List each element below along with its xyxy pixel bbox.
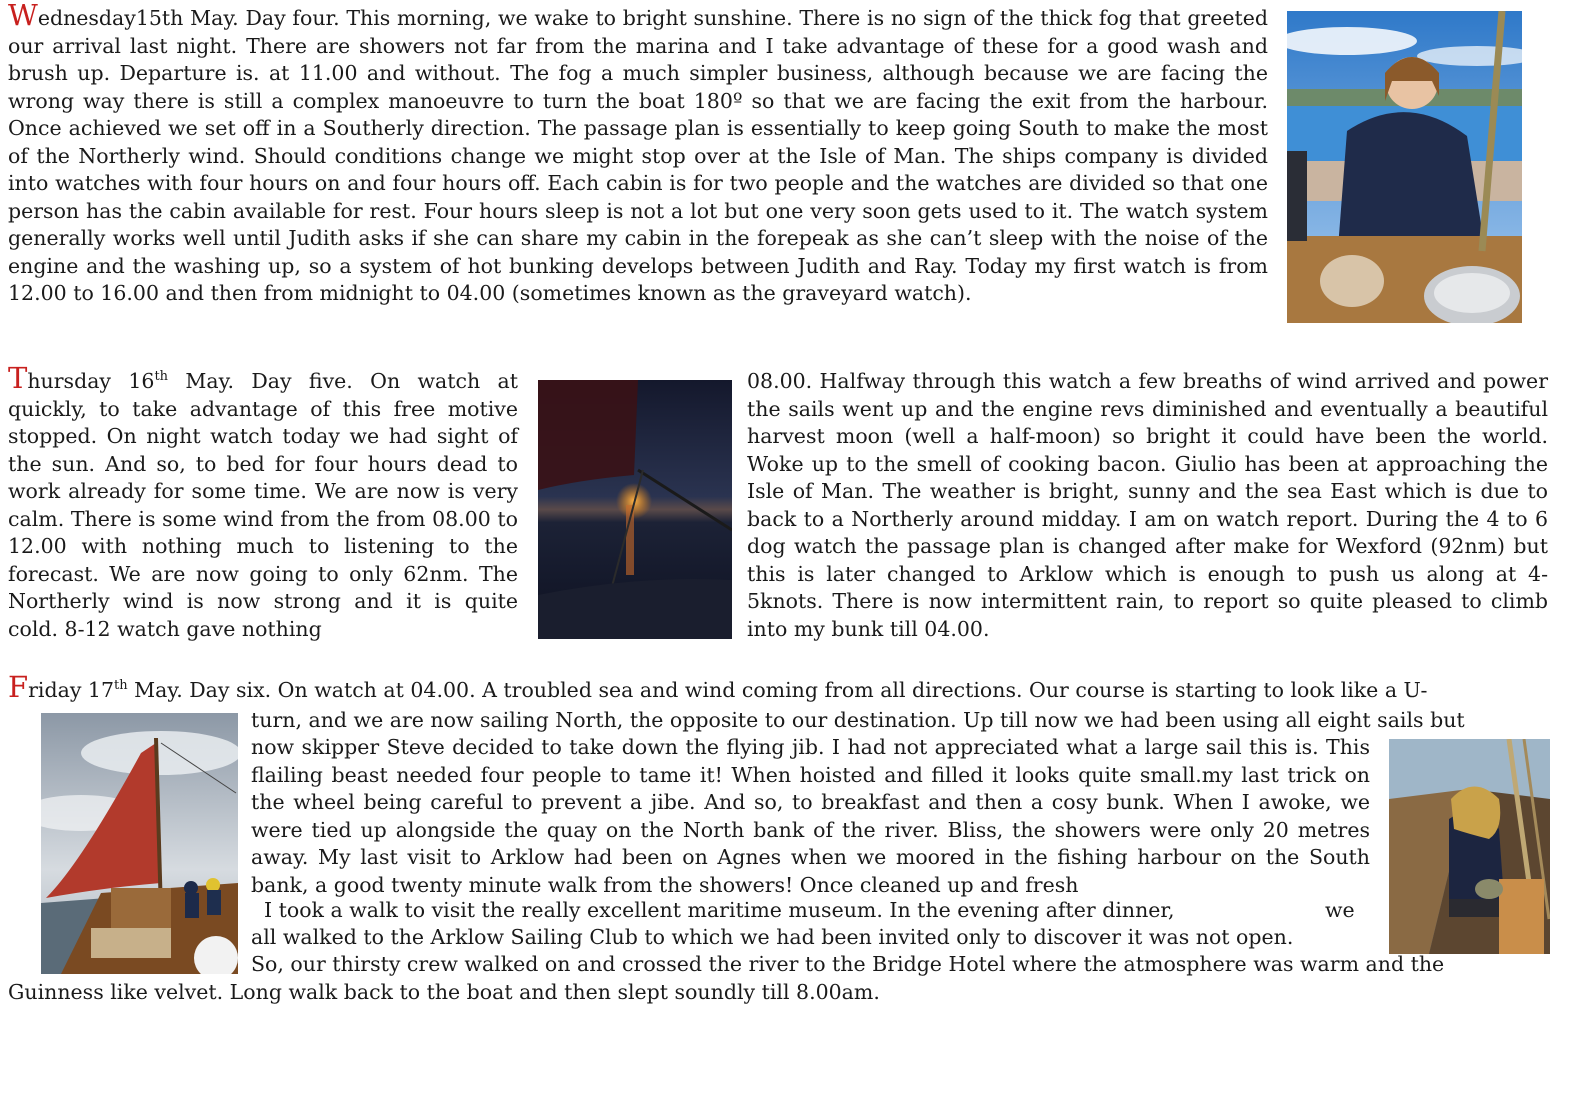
day4-paragraph <box>8 0 1268 308</box>
photo-sunset-sail <box>538 380 732 639</box>
photo-woman-kneading-dough <box>1287 11 1522 323</box>
day6-line-1-text: May. Day six. On watch at 04.00. A troubled sea and wind coming from all directions. Our course is starting to look like a U- <box>127 678 1428 702</box>
drop-cap-f: F <box>8 670 29 704</box>
day6-line-crew <box>251 951 1548 979</box>
day6-line-last-text: Guinness like velvet. Long walk back to the boat and then slept soundly till 8.00am. <box>8 980 880 1004</box>
day6-superscript: th <box>114 678 128 694</box>
day6-line-2-text: turn, and we are now sailing North, the opposite to our destination. Up till now we had been using all eight sails but <box>251 708 1465 732</box>
day6-line-club-text: all walked to the Arklow Sailing Club to which we had been invited only to discover it was not open. <box>251 925 1294 949</box>
day6-line-we-text: we <box>1325 898 1355 922</box>
day6-body <box>251 734 1370 899</box>
day5-left-column <box>8 361 518 643</box>
day5-superscript: th <box>154 369 169 385</box>
day6-heading: riday 17 <box>28 678 115 702</box>
day6-line-museum-text: I took a walk to visit the really excellent maritime museum. In the evening after dinner, <box>264 898 1175 922</box>
day5-right-text: 08.00. Halfway through this watch a few breaths of wind arrived and power the sails went up and the engine revs diminished and eventually a beautiful harvest moon (well a half-moon) so bright it could have been the world. Woke up to the smell of cooking bacon. Giulio has been at approaching the Isle of Man. The weather is bright, sunny and the sea East which is due to back to a Northerly around midday. I am on watch report. During the 4 to 6 dog watch the passage plan is changed after make for Wexford (92nm) but this is later changed to Arklow which is enough to push us along at 4-5knots. There is now intermittent rain, to report so quite pleased to climb into my bunk till 04.00. <box>747 369 1548 641</box>
day6-line-club <box>251 924 1370 952</box>
day6-line-museum <box>264 897 1175 925</box>
drop-cap-t: T <box>8 361 28 395</box>
day6-body-text: now skipper Steve decided to take down the flying jib. I had not appreciated what a large sail this is. This flailing beast needed four people to tame it! When hoisted and filled it looks quite small.my last trick on the wheel being careful to prevent a jibe. And so, to breakfast and then a cosy bunk. When I awoke, we were tied up alongside the quay on the North bank of the river. Bliss, the showers were only 20 metres away. My last visit to Arklow had been on Agnes when we moored in the fishing harbour on the South bank, a good twenty minute walk from the showers! Once cleaned up and fresh <box>251 735 1370 897</box>
day5-heading: hursday 16 <box>27 369 155 393</box>
day5-right-column <box>747 368 1548 643</box>
day4-text: ednesday15th May. Day four. This morning, we wake to bright sunshine. There is no sign of the thick fog that greeted our arrival last night. There are showers not far from the marina and I take advantage of these for a good wash and brush up. Departure is. at 11.00 and without. The fog a much simpler business, although because we are facing the wrong way there is still a complex manoeuvre to turn the boat 180º so that we are facing the exit from the harbour. Once achieved we set off in a Southerly direction. The passage plan is essentially to keep going South to make the most of the Northerly wind. Should conditions change we might stop over at the Isle of Man. The ships company is divided into watches with four hours on and four hours off. Each cabin is for two people and the watches are divided so that one person has the cabin available for rest. Four hours sleep is not a lot but one very soon gets used to it. The watch system generally works well until Judith asks if she can share my cabin in the forepeak as she can’t sleep with the noise of the engine and the washing up, so a system of hot bunking develops between Judith and Ray. Today my first watch is from 12.00 to 16.00 and then from midnight to 04.00 (sometimes known as the graveyard watch). <box>8 6 1268 305</box>
photo-red-sails <box>41 713 238 974</box>
drop-cap-w: W <box>8 0 38 32</box>
day6-line-2 <box>251 707 1548 735</box>
day5-left-text: May. Day five. On watch at quickly, to take advantage of this free motive stopped. On night watch today we had sight of the sun. And so, to bed for four hours dead to work already for some time. We are now is very calm. There is some wind from the from 08.00 to 12.00 with nothing much to listening to the forecast. We are now going to only 62nm. The Northerly wind is now strong and it is quite cold. 8-12 watch gave nothing <box>8 369 518 641</box>
day6-line-1 <box>8 670 1568 705</box>
photo-woman-on-deck <box>1389 739 1550 954</box>
day6-line-crew-text: So, our thirsty crew walked on and crossed the river to the Bridge Hotel where the atmosphere was warm and the <box>251 952 1445 976</box>
day6-line-we <box>1325 897 1355 925</box>
day6-line-last <box>8 979 880 1007</box>
